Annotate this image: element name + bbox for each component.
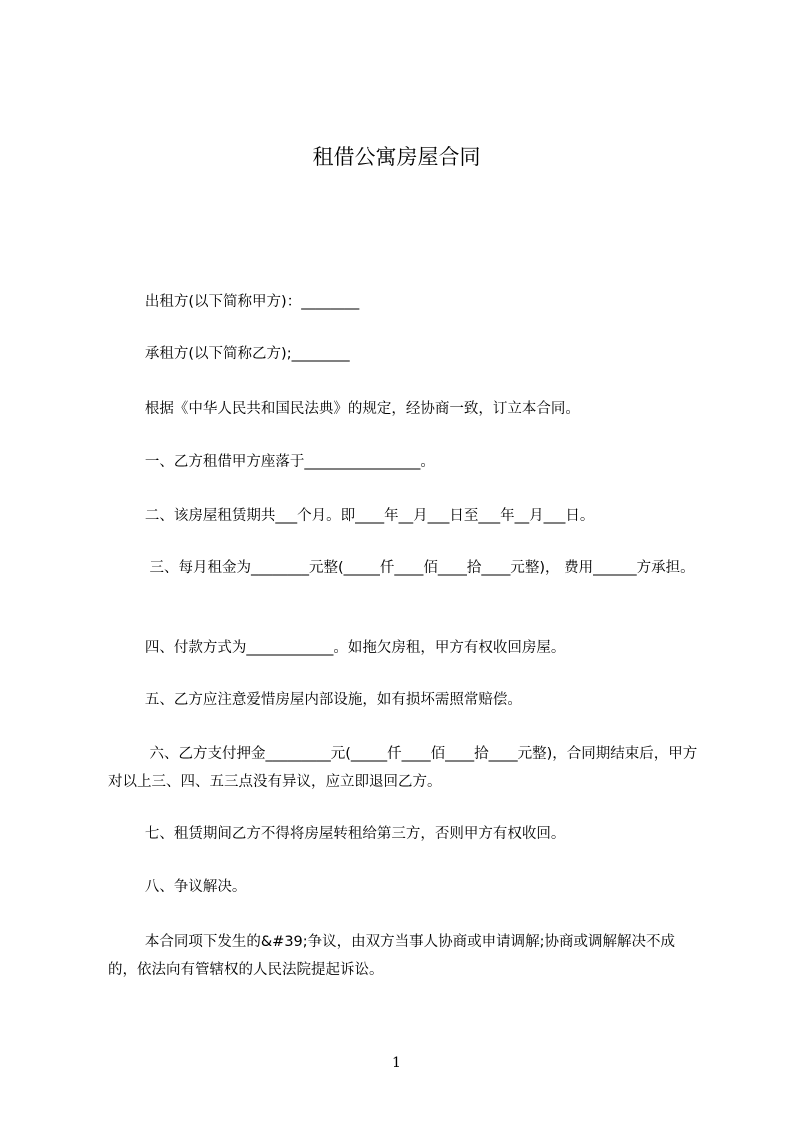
clause-3: 三、每月租金为________元整(_____仟____佰____拾____元整)， 费用______方承担。 <box>108 560 695 576</box>
lessor-line: 出租方(以下简称甲方)：________ <box>108 294 360 310</box>
preamble-paragraph: 根据《中华人民共和国民法典》的规定，经协商一致，订立本合同。 <box>108 401 580 417</box>
dispute-paragraph: 本合同项下发生的&#39;争议，由双方当事人协商或申请调解;协商或调解解决不成的，依法向有管辖权的人民法院提起诉讼。 <box>108 934 676 978</box>
clause-5: 五、乙方应注意爱惜房屋内部设施，如有损坏需照常赔偿。 <box>108 692 522 708</box>
lessee-line: 承租方(以下简称乙方);________ <box>108 346 350 362</box>
clause-7: 七、租赁期间乙方不得将房屋转租给第三方，否则甲方有权收回。 <box>108 826 566 842</box>
page-number: 1 <box>392 1055 401 1071</box>
document-title: 租借公寓房屋合同 <box>312 145 481 169</box>
clause-6: 六、乙方支付押金_________元(_____仟____佰____拾____元整)，合同期结束后，甲方对以上三、四、五三点没有异议，应立即退回乙方。 <box>108 746 698 790</box>
clause-1: 一、乙方租借甲方座落于________________。 <box>108 454 435 470</box>
clause-2: 二、该房屋租赁期共___个月。即____年__月___日至___年__月___日。 <box>108 508 595 524</box>
clause-8: 八、争议解决。 <box>108 879 247 895</box>
clause-4: 四、付款方式为____________。如拖欠房租，甲方有权收回房屋。 <box>108 640 566 656</box>
